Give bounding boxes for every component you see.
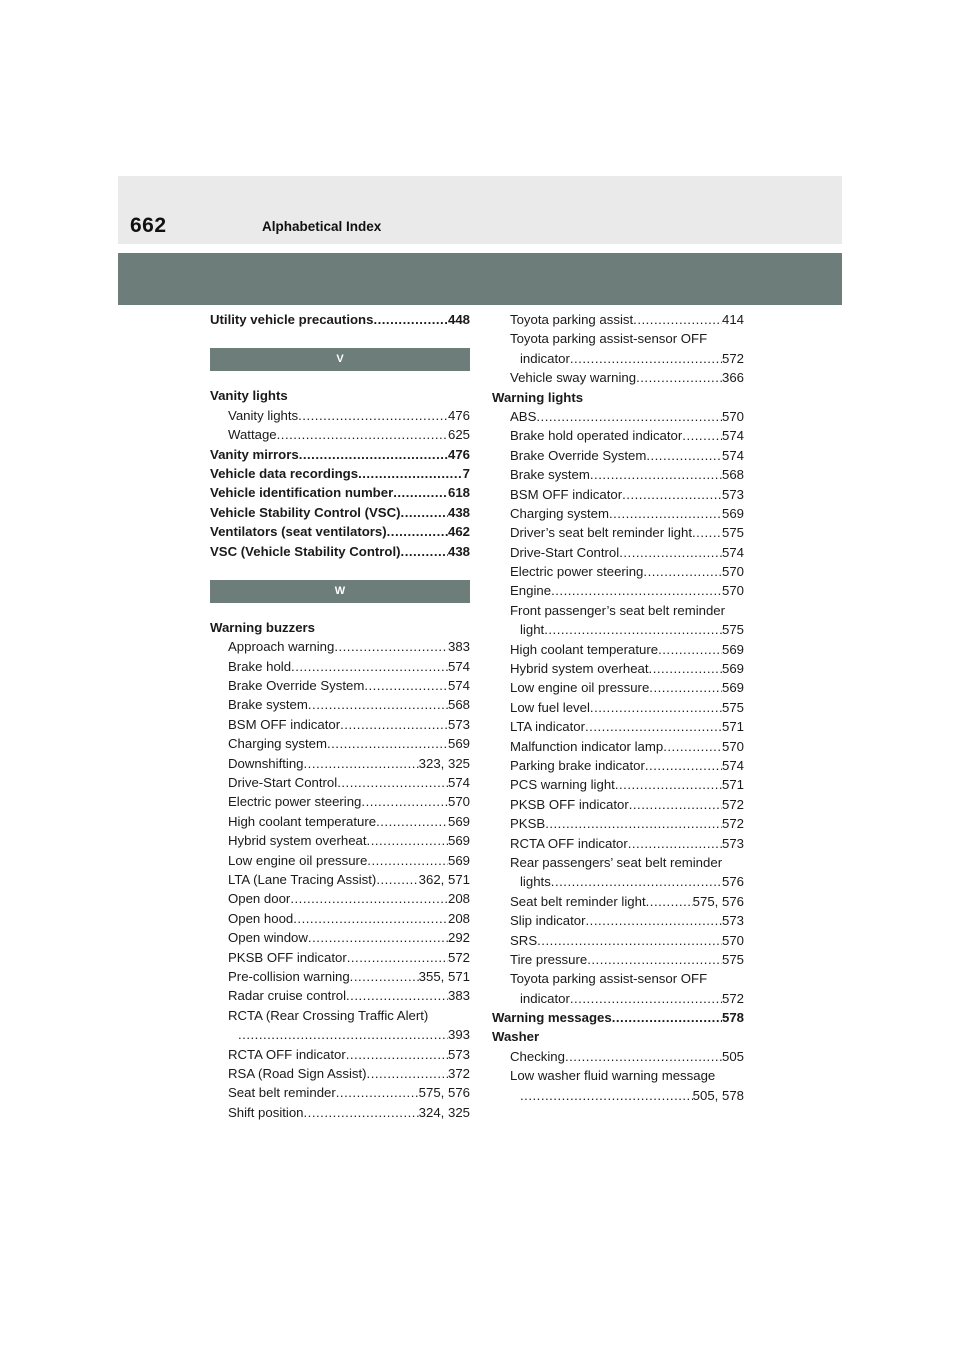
index-subentry: Low engine oil pressure ..... 569	[492, 678, 744, 697]
index-subentry: Low washer fluid warning message	[510, 1068, 716, 1084]
index-subentry: Seat belt reminder ..... 575, 576	[210, 1083, 470, 1102]
index-heading: Washer	[492, 1029, 540, 1045]
index-subentry: Open window ..... 292	[210, 928, 470, 947]
index-subentry: High coolant temperature ..... 569	[492, 640, 744, 659]
index-subentry: Tire pressure ..... 575	[492, 950, 744, 969]
index-subentry: Wattage ..... 625	[210, 425, 470, 444]
index-subentry: SRS ..... 570	[492, 931, 744, 950]
index-subentry: Downshifting ..... 323, 325	[210, 754, 470, 773]
index-subentry: Drive-Start Control ..... 574	[210, 773, 470, 792]
index-subentry: LTA indicator ..... 571	[492, 717, 744, 736]
index-subentry: ABS ..... 570	[492, 407, 744, 426]
index-entry: Vehicle Stability Control (VSC) ..... 438	[210, 503, 470, 522]
index-entry: VSC (Vehicle Stability Control) ..... 438	[210, 542, 470, 561]
index-subentry: PKSB ..... 572	[492, 814, 744, 833]
index-subentry: PKSB OFF indicator ..... 572	[210, 948, 470, 967]
index-subentry: Shift position ..... 324, 325	[210, 1103, 470, 1122]
index-continuation: ..... 505, 578	[492, 1086, 744, 1105]
index-heading: Vanity lights	[210, 388, 288, 404]
index-subentry: RSA (Road Sign Assist) ..... 372	[210, 1064, 470, 1083]
page-number: 662	[130, 214, 167, 237]
index-subentry: Low fuel level ..... 575	[492, 698, 744, 717]
index-subentry: LTA (Lane Tracing Assist) ..... 362, 571	[210, 870, 470, 889]
index-entry: Vanity mirrors ..... 476	[210, 445, 470, 464]
index-subentry: Brake Override System ..... 574	[492, 446, 744, 465]
index-continuation: indicator ..... 572	[492, 989, 744, 1008]
index-subentry: Brake hold operated indicator ..... 574	[492, 426, 744, 445]
index-subentry: Electric power steering ..... 570	[210, 792, 470, 811]
index-subentry: Malfunction indicator lamp ..... 570	[492, 737, 744, 756]
index-subentry: Brake system ..... 568	[492, 465, 744, 484]
index-subentry: Parking brake indicator ..... 574	[492, 756, 744, 775]
index-subentry: Open door ..... 208	[210, 889, 470, 908]
index-subentry: Charging system ..... 569	[492, 504, 744, 523]
index-subentry: Driver’s seat belt reminder light ..... 575	[492, 523, 744, 542]
index-subentry: PCS warning light ..... 571	[492, 775, 744, 794]
index-subentry: BSM OFF indicator ..... 573	[210, 715, 470, 734]
index-subentry: Brake system ..... 568	[210, 695, 470, 714]
index-entry: Utility vehicle precautions ..... 448	[210, 310, 470, 329]
index-subentry: PKSB OFF indicator ..... 572	[492, 795, 744, 814]
index-heading: Warning lights	[492, 389, 584, 405]
left-column	[210, 310, 470, 1122]
index-subentry: Brake Override System ..... 574	[210, 676, 470, 695]
section-title: Alphabetical Index	[262, 219, 382, 234]
header-band	[118, 176, 842, 244]
index-subentry: Toyota parking assist ..... 414	[492, 310, 744, 329]
index-subentry: Electric power steering ..... 570	[492, 562, 744, 581]
index-subentry: Hybrid system overheat ..... 569	[492, 659, 744, 678]
index-subentry: RCTA (Rear Crossing Traffic Alert)	[228, 1007, 429, 1023]
index-subentry: Vehicle sway warning ..... 366	[492, 368, 744, 387]
index-subentry: BSM OFF indicator ..... 573	[492, 485, 744, 504]
index-entry: Ventilators (seat ventilators) ..... 462	[210, 522, 470, 541]
index-subentry: RCTA OFF indicator ..... 573	[210, 1045, 470, 1064]
index-subentry: Radar cruise control ..... 383	[210, 986, 470, 1005]
index-subentry: RCTA OFF indicator ..... 573	[492, 834, 744, 853]
index-subentry: Drive-Start Control ..... 574	[492, 543, 744, 562]
index-subentry: Vanity lights ..... 476	[210, 406, 470, 425]
letter-divider-w: W	[210, 580, 470, 603]
index-subentry: Engine ..... 570	[492, 581, 744, 600]
letter-divider-v: V	[210, 348, 470, 371]
index-subentry: Toyota parking assist-sensor OFF	[510, 971, 708, 987]
index-continuation: ..... 393	[210, 1025, 470, 1044]
index-continuation: indicator ..... 572	[492, 349, 744, 368]
index-continuation: light ..... 575	[492, 620, 744, 639]
index-entry: Vehicle identification number ..... 618	[210, 483, 470, 502]
index-subentry: Toyota parking assist-sensor OFF	[510, 331, 708, 347]
index-subentry: Pre-collision warning ..... 355, 571	[210, 967, 470, 986]
index-subentry: Approach warning ..... 383	[210, 637, 470, 656]
index-subentry: Low engine oil pressure ..... 569	[210, 851, 470, 870]
index-subentry: High coolant temperature ..... 569	[210, 812, 470, 831]
index-subentry: Seat belt reminder light ..... 575, 576	[492, 892, 744, 911]
index-subentry: Open hood ..... 208	[210, 909, 470, 928]
index-subentry: Brake hold ..... 574	[210, 657, 470, 676]
right-column	[492, 310, 744, 1105]
index-entry: Warning messages ..... 578	[492, 1008, 744, 1027]
index-subentry: Hybrid system overheat ..... 569	[210, 831, 470, 850]
index-heading: Warning buzzers	[210, 619, 316, 635]
index-subentry: Slip indicator ..... 573	[492, 911, 744, 930]
index-entry: Vehicle data recordings ..... 7	[210, 464, 470, 483]
index-subentry: Charging system ..... 569	[210, 734, 470, 753]
index-subentry: Rear passengers’ seat belt reminder	[510, 854, 723, 870]
index-subentry: Front passenger’s seat belt reminder	[510, 602, 726, 618]
index-subentry: Checking ..... 505	[492, 1047, 744, 1066]
section-band	[118, 253, 842, 305]
index-continuation: lights ..... 576	[492, 872, 744, 891]
